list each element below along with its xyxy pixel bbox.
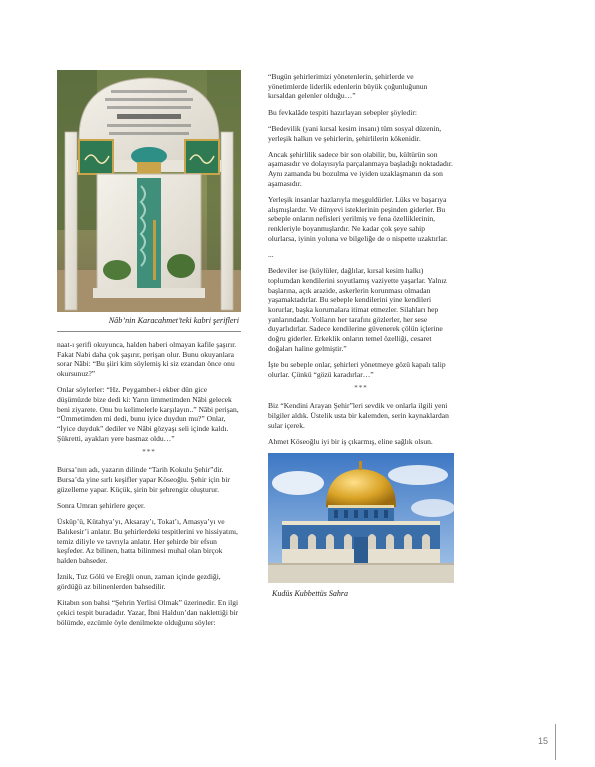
paragraph: Biz “Kendini Arayan Şehir”leri sevdik ve onlarla ilgili yeni bilgiler aldık. Üstelik usta bir kalemden, serin kaynaklardan sular içerek. (268, 401, 449, 430)
left-column (57, 70, 241, 634)
page-number-rule (555, 724, 556, 760)
right-body-text (268, 72, 454, 447)
paragraph: İznik, Tuz Gölü ve Ereğli onun, zaman içinde gezdiği, gördüğü az bilinenlerden bahsedilir. (57, 572, 221, 591)
paragraph: Kitabın son bahsi “Şehrin Yerlisi Olmak” üzerinedir. En ilgi çekici tespit buradadır. Yazar, İbni Haldun’dan naklettiği bir bölümde, ezcümle öyle denilmekte olduğunu söyler: (57, 598, 239, 627)
paragraph: Yerleşik insanlar hazlarıyla meşguldürler. Lüks ve başarıya alışmışlardır. Ve dünyevi isteklerinin peşinden giderler. Bu sebeple onların nefisleri yerilmiş ve fena özelliklerinin, renkleriyle boyanmışlardır. Ne kadar çok şeye sahip olurlarsa, iyinin yoluna ve bilgeliğe de o nispette uzaktırlar. (268, 195, 448, 243)
left-body-text (57, 340, 241, 627)
right-column (268, 72, 454, 599)
paragraph: Bu fevkalâde tespiti hazırlayan sebepler şöyledir: (268, 107, 417, 117)
paragraph: Ahmet Köseoğlu iyi bir iş çıkarmış, eline sağlık olsun. (268, 437, 433, 447)
paragraph: naat-ı şerifi okuyunca, halden haberi olmayan kafile şaşırır. Fakat Nabi daha çok şaşırır, perişan olur. Bunu okuyanlara sorar Nâbi: “Bu şiiri kim söylemiş ki siz ezandan önce onu okursunuz?” (57, 339, 237, 378)
ellipsis-line: ... (268, 250, 274, 260)
paragraph: İşte bu sebeple onlar, şehirleri yönetmeye gözü kapalı talip olurlar. Çünkü “gözü karadırlar…” (268, 360, 446, 379)
tomb-caption: Nâb’nin Karacahmet’teki kabri şerifleri (57, 316, 241, 332)
section-separator: *** (354, 384, 368, 393)
paragraph: Sonra Umran şehirlere geçer. (57, 500, 146, 510)
tomb-figure (57, 70, 241, 332)
paragraph: “Bugün şehirlerimizi yönetenlerin, şehirlerde ve yönetimlerde liderlik edenlerin büyük çoğunluğunun kırsaldan gelenler olduğu…” (268, 72, 428, 101)
dome-of-the-rock-photo (268, 453, 454, 583)
page-number: 15 (538, 736, 549, 746)
paragraph: Bursa’nın adı, yazarın dilinde “Tarih Kokulu Şehir”dir. Bursa’da yine sırlı keşifler yapar Köseoğlu. Şehir için bir güzelleme yapar. Küçük, şirin bir şehrengiz oluşturur. (57, 465, 230, 494)
dome-caption: Kudüs Kubbettüs Sahra (272, 589, 349, 599)
paragraph: Üsküp’ü, Kütahya’yı, Aksaray’ı, Tokat’ı, Amasya’yı ve Balıkesir’i anlatır. Bu şehirlerdeki tespitlerini ve hissiyatını, temiz diliyle ve tavrıyla anlatır. Her şehirde bir efsun keşfeder. Az bilinen, hatta bilinmesi muhal olan birçok halden bahseder. (57, 517, 238, 565)
section-separator: *** (142, 448, 156, 457)
paragraph: “Bedevilik (yani kırsal kesim insanı) tüm sosyal düzenin, yerleşik halkın ve şehirlerin, şehirlilerin kökenidir. (268, 123, 442, 143)
paragraph: Ancak şehirlilik sadece bir son olabilir, bu, kültürün son aşamasıdır ve dolayısıyla parçalanmaya başladığı noktadadır. Aynı zamanda bu bozulma ve iyiden uzaklaşmanın da son aşamasıdır. (268, 149, 453, 188)
paragraph: Bedeviler ise (köylüler, dağlılar, kırsal kesim halkı) toplumdan kendilerini soyutlamış vaziyette yaşarlar. Yalnız başlarına, açık arazide, askerlerin korunması olmadan yaşamaktadırlar. Bu sebeple kendilerini yine kendileri korurlar, başka korumalara itimat etmezler. Silahları hep yanlarındadır. Yolların her tarafını gözlerler, her sese duyarlıdırlar. Sadece kendilerine güvenerek çölün içlerine doğru giderler. Erkeklik onların temel özelliği, cesaret doğaları haline gelmiştir.” (268, 266, 447, 353)
paragraph: Onlar söylerler: “Hz. Peygamber-i ekber dün gice düşümüzde bize dedi ki: Yarın ümmetimden Nâbi gelecek beni ziyarete. Onu bu kelimelerle karşılayın..” Nâbi perişan, “Ümmetimden mi dedi, bunu iyice duydun mu?” Onlar, “İyice duyduk” dediler ve Nâbi gözyaşı seli içinde kaldı. Şükretti, ayakları yere basmaz oldu…” (57, 385, 239, 443)
tomb-photo (57, 70, 241, 312)
